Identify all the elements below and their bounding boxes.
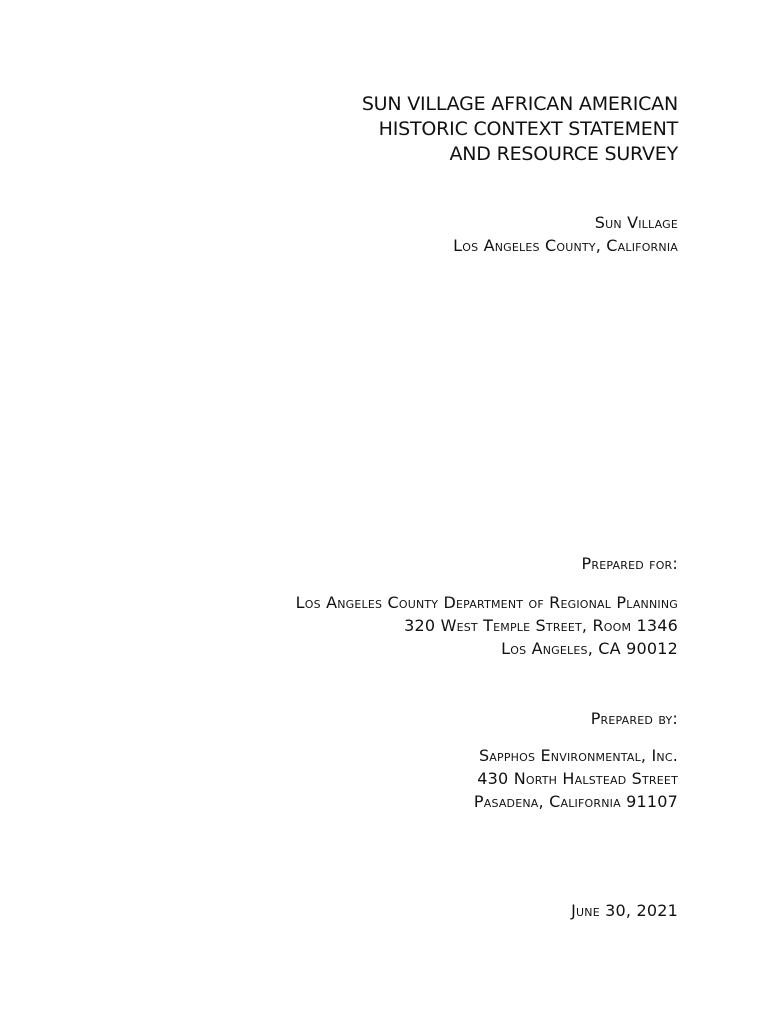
prepared-by-label: Prepared by:: [590, 709, 678, 728]
client-city: Los Angeles, CA 90012: [501, 639, 678, 658]
report-title: [362, 92, 678, 167]
prepared-by-block: [474, 744, 678, 813]
consultant-city: Pasadena, California 91107: [473, 792, 678, 811]
consultant-organization: Sapphos Environmental, Inc.: [478, 746, 678, 765]
report-title-line-3: AND RESOURCE SURVEY: [449, 143, 678, 165]
report-date: June 30, 2021: [571, 901, 678, 920]
location-place: Sun Village: [594, 213, 678, 232]
client-street-address: 320 West Temple Street, Room 1346: [404, 616, 678, 635]
consultant-street-address: 430 North Halstead Street: [477, 769, 678, 788]
location-county: Los Angeles County, California: [453, 236, 678, 255]
prepared-for-block: [296, 591, 678, 660]
report-title-line-2: HISTORIC CONTEXT STATEMENT: [378, 118, 678, 140]
report-title-line-1: SUN VILLAGE AFRICAN AMERICAN: [361, 93, 678, 115]
client-organization: Los Angeles County Department of Regional Planning: [295, 593, 678, 612]
location-block: [453, 211, 678, 257]
prepared-for-label: Prepared for:: [581, 554, 678, 573]
